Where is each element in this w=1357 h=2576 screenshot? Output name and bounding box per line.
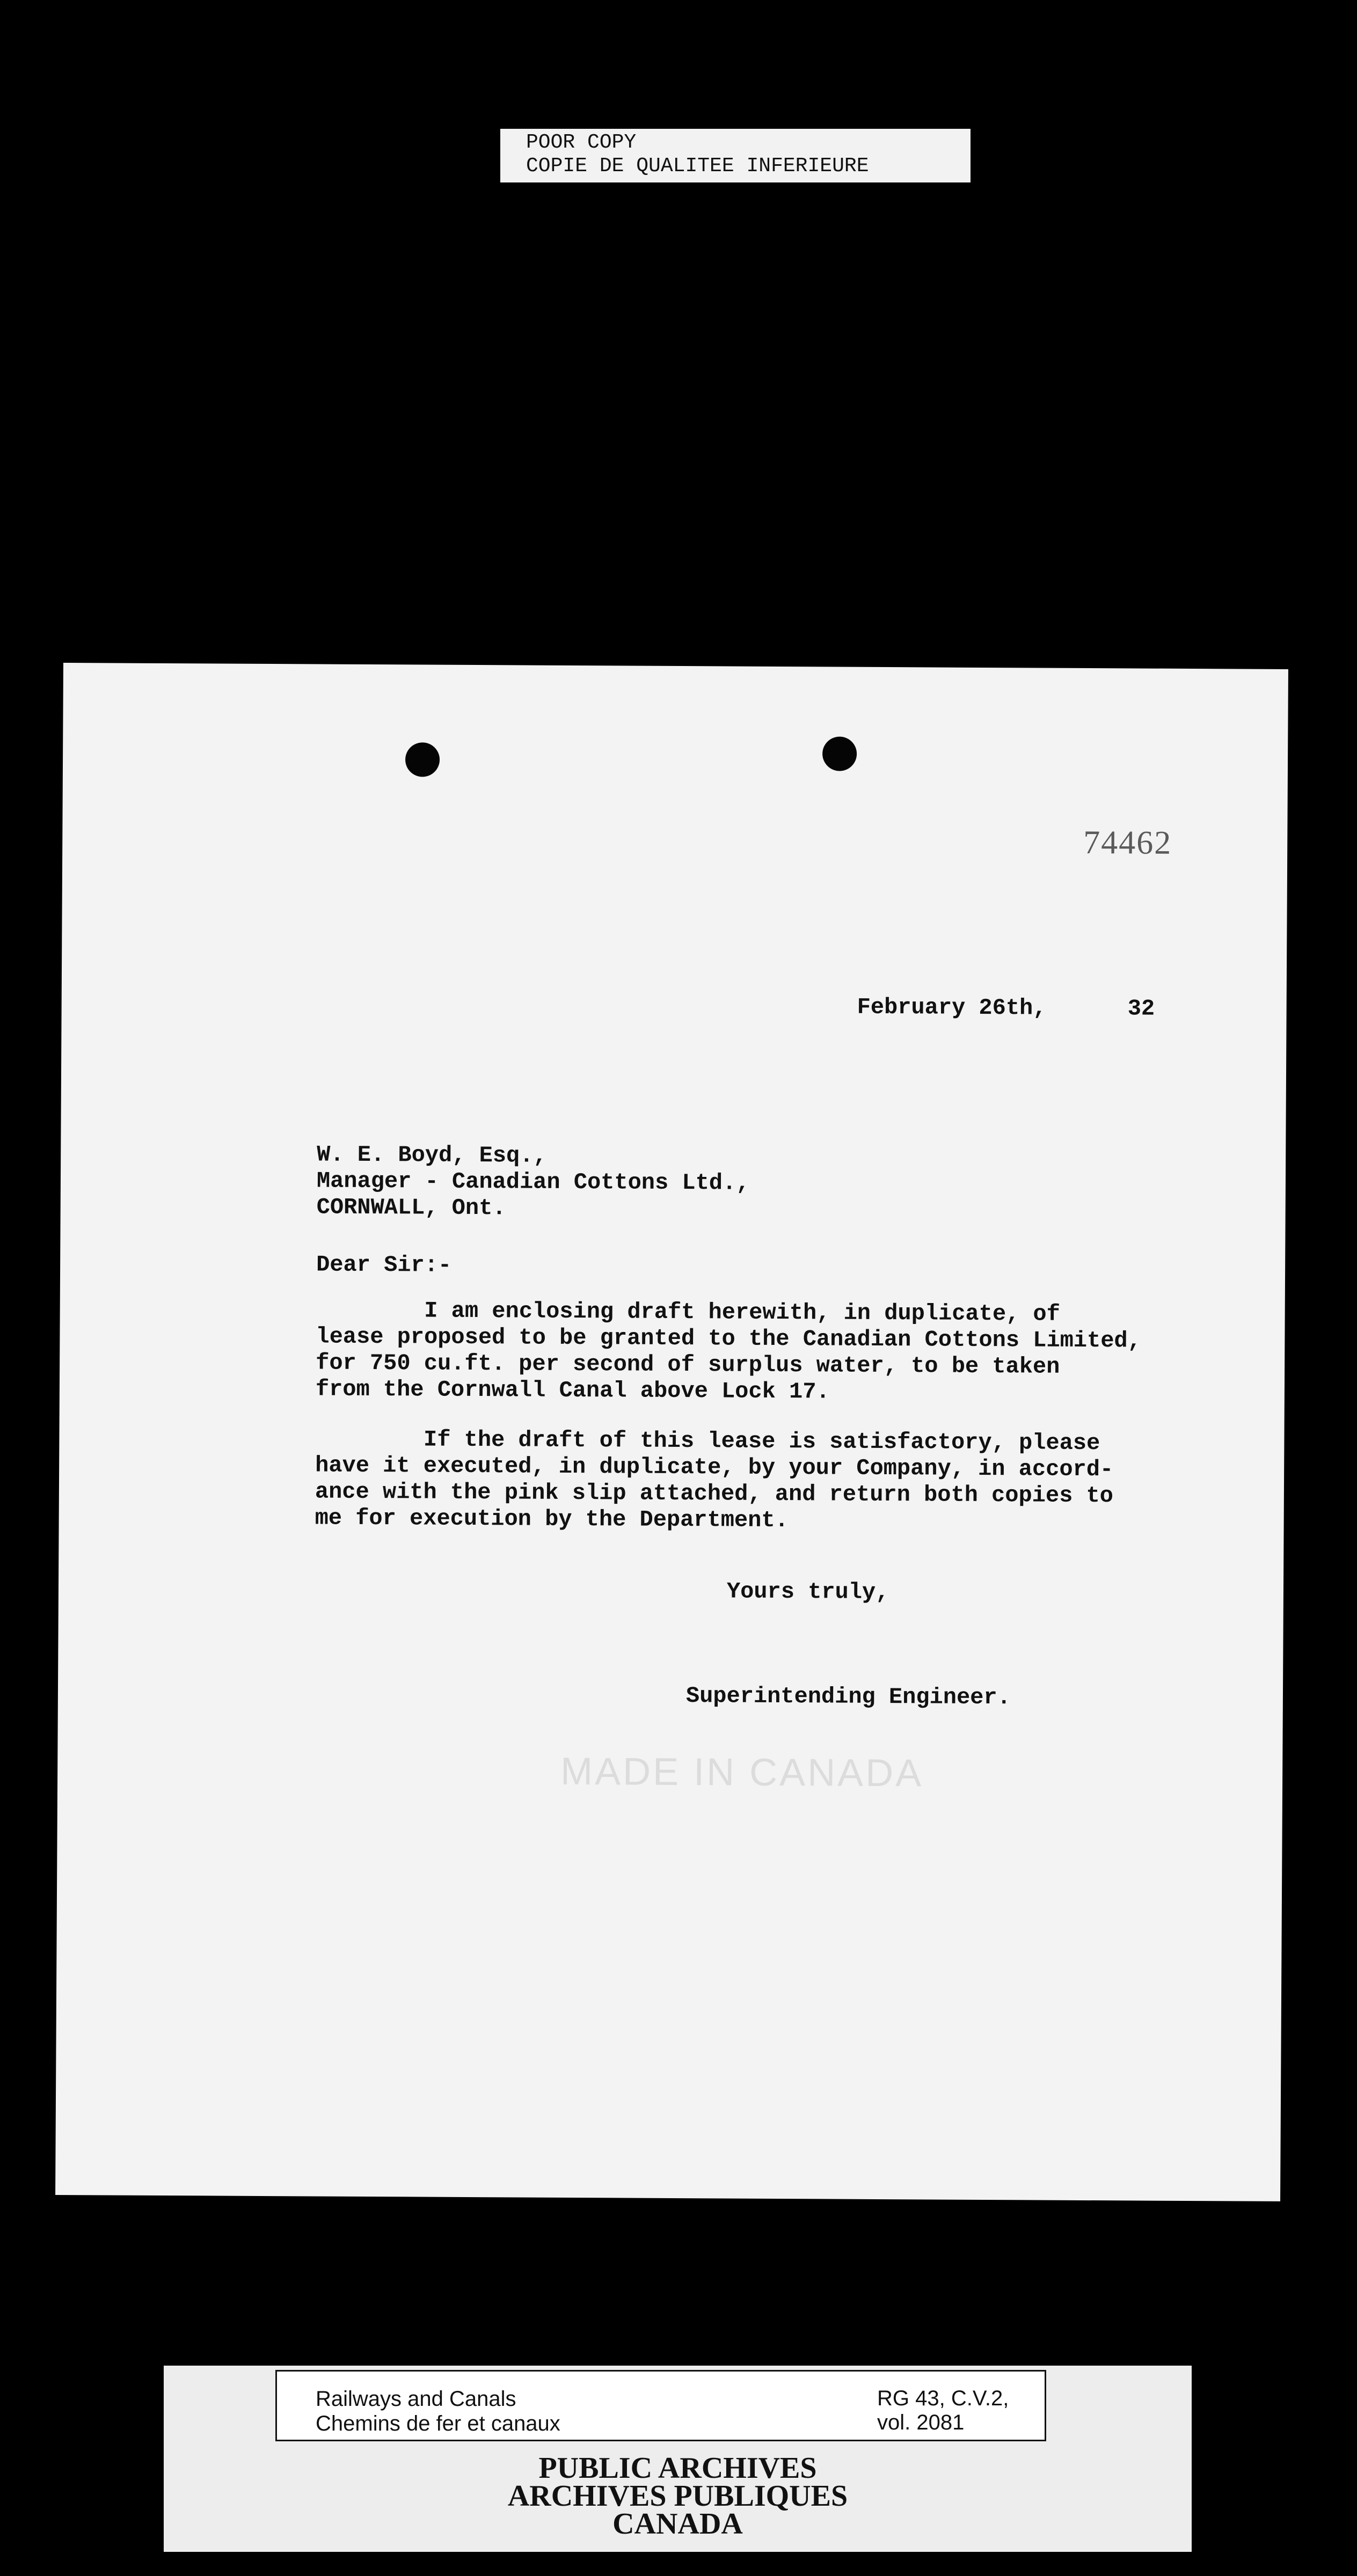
archives-title	[164, 2451, 1192, 2541]
archive-label	[164, 2366, 1192, 2552]
department-fr: Chemins de fer et canaux	[316, 2412, 560, 2435]
signature-title: Superintending Engineer.	[685, 1683, 1011, 1711]
paragraph-line: for 750 cu.ft. per second of surplus water, to be taken	[316, 1350, 1060, 1380]
address-line: W. E. Boyd, Esq.,	[317, 1141, 547, 1169]
archives-title-line: CANADA	[612, 2507, 743, 2541]
date-text: February 26th,	[857, 994, 1047, 1021]
paragraph-line: ance with the pink slip attached, and return both copies to	[315, 1479, 1114, 1509]
paragraph-line: me for execution by the Department.	[315, 1505, 789, 1534]
department-names	[316, 2387, 560, 2436]
closing: Yours truly,	[726, 1578, 889, 1606]
archives-title-line: ARCHIVES PUBLIQUES	[507, 2479, 848, 2513]
paragraph-line: If the draft of this lease is satisfactory, please	[315, 1426, 1100, 1457]
paragraph-line: from the Cornwall Canal above Lock 17.	[315, 1376, 830, 1405]
archives-title-line: PUBLIC ARCHIVES	[538, 2451, 817, 2485]
poor-copy-line-en: POOR COPY	[526, 131, 637, 154]
punch-hole-right	[822, 736, 857, 771]
recipient-address	[317, 1141, 750, 1223]
paragraph-line: have it executed, in duplicate, by your Company, in accord-	[315, 1452, 1114, 1483]
body-paragraph-2	[315, 1426, 1114, 1535]
poor-copy-line-fr: COPIE DE QUALITEE INFERIEURE	[526, 155, 869, 178]
paragraph-line: I am enclosing draft herewith, in duplicate, of	[316, 1297, 1061, 1327]
paper-watermark: MADE IN CANADA	[560, 1750, 924, 1795]
archive-reference: RG 43, C.V.2, vol. 2081	[877, 2387, 1009, 2434]
salutation: Dear Sir:-	[316, 1252, 452, 1278]
file-number: 74462	[1083, 824, 1172, 861]
department-en: Railways and Canals	[316, 2387, 516, 2411]
poor-copy-stamp	[500, 129, 971, 182]
address-line: Manager - Canadian Cottons Ltd.,	[316, 1168, 750, 1196]
letter-page	[55, 663, 1288, 2201]
letter-date	[857, 994, 1155, 1022]
archive-reference-card	[275, 2370, 1046, 2441]
punch-hole-left	[405, 742, 440, 777]
body-paragraph-1	[316, 1297, 1141, 1407]
address-line: CORNWALL, Ont.	[316, 1194, 506, 1221]
date-year: 32	[1127, 996, 1155, 1022]
paragraph-line: lease proposed to be granted to the Canadian Cottons Limited,	[316, 1323, 1141, 1354]
